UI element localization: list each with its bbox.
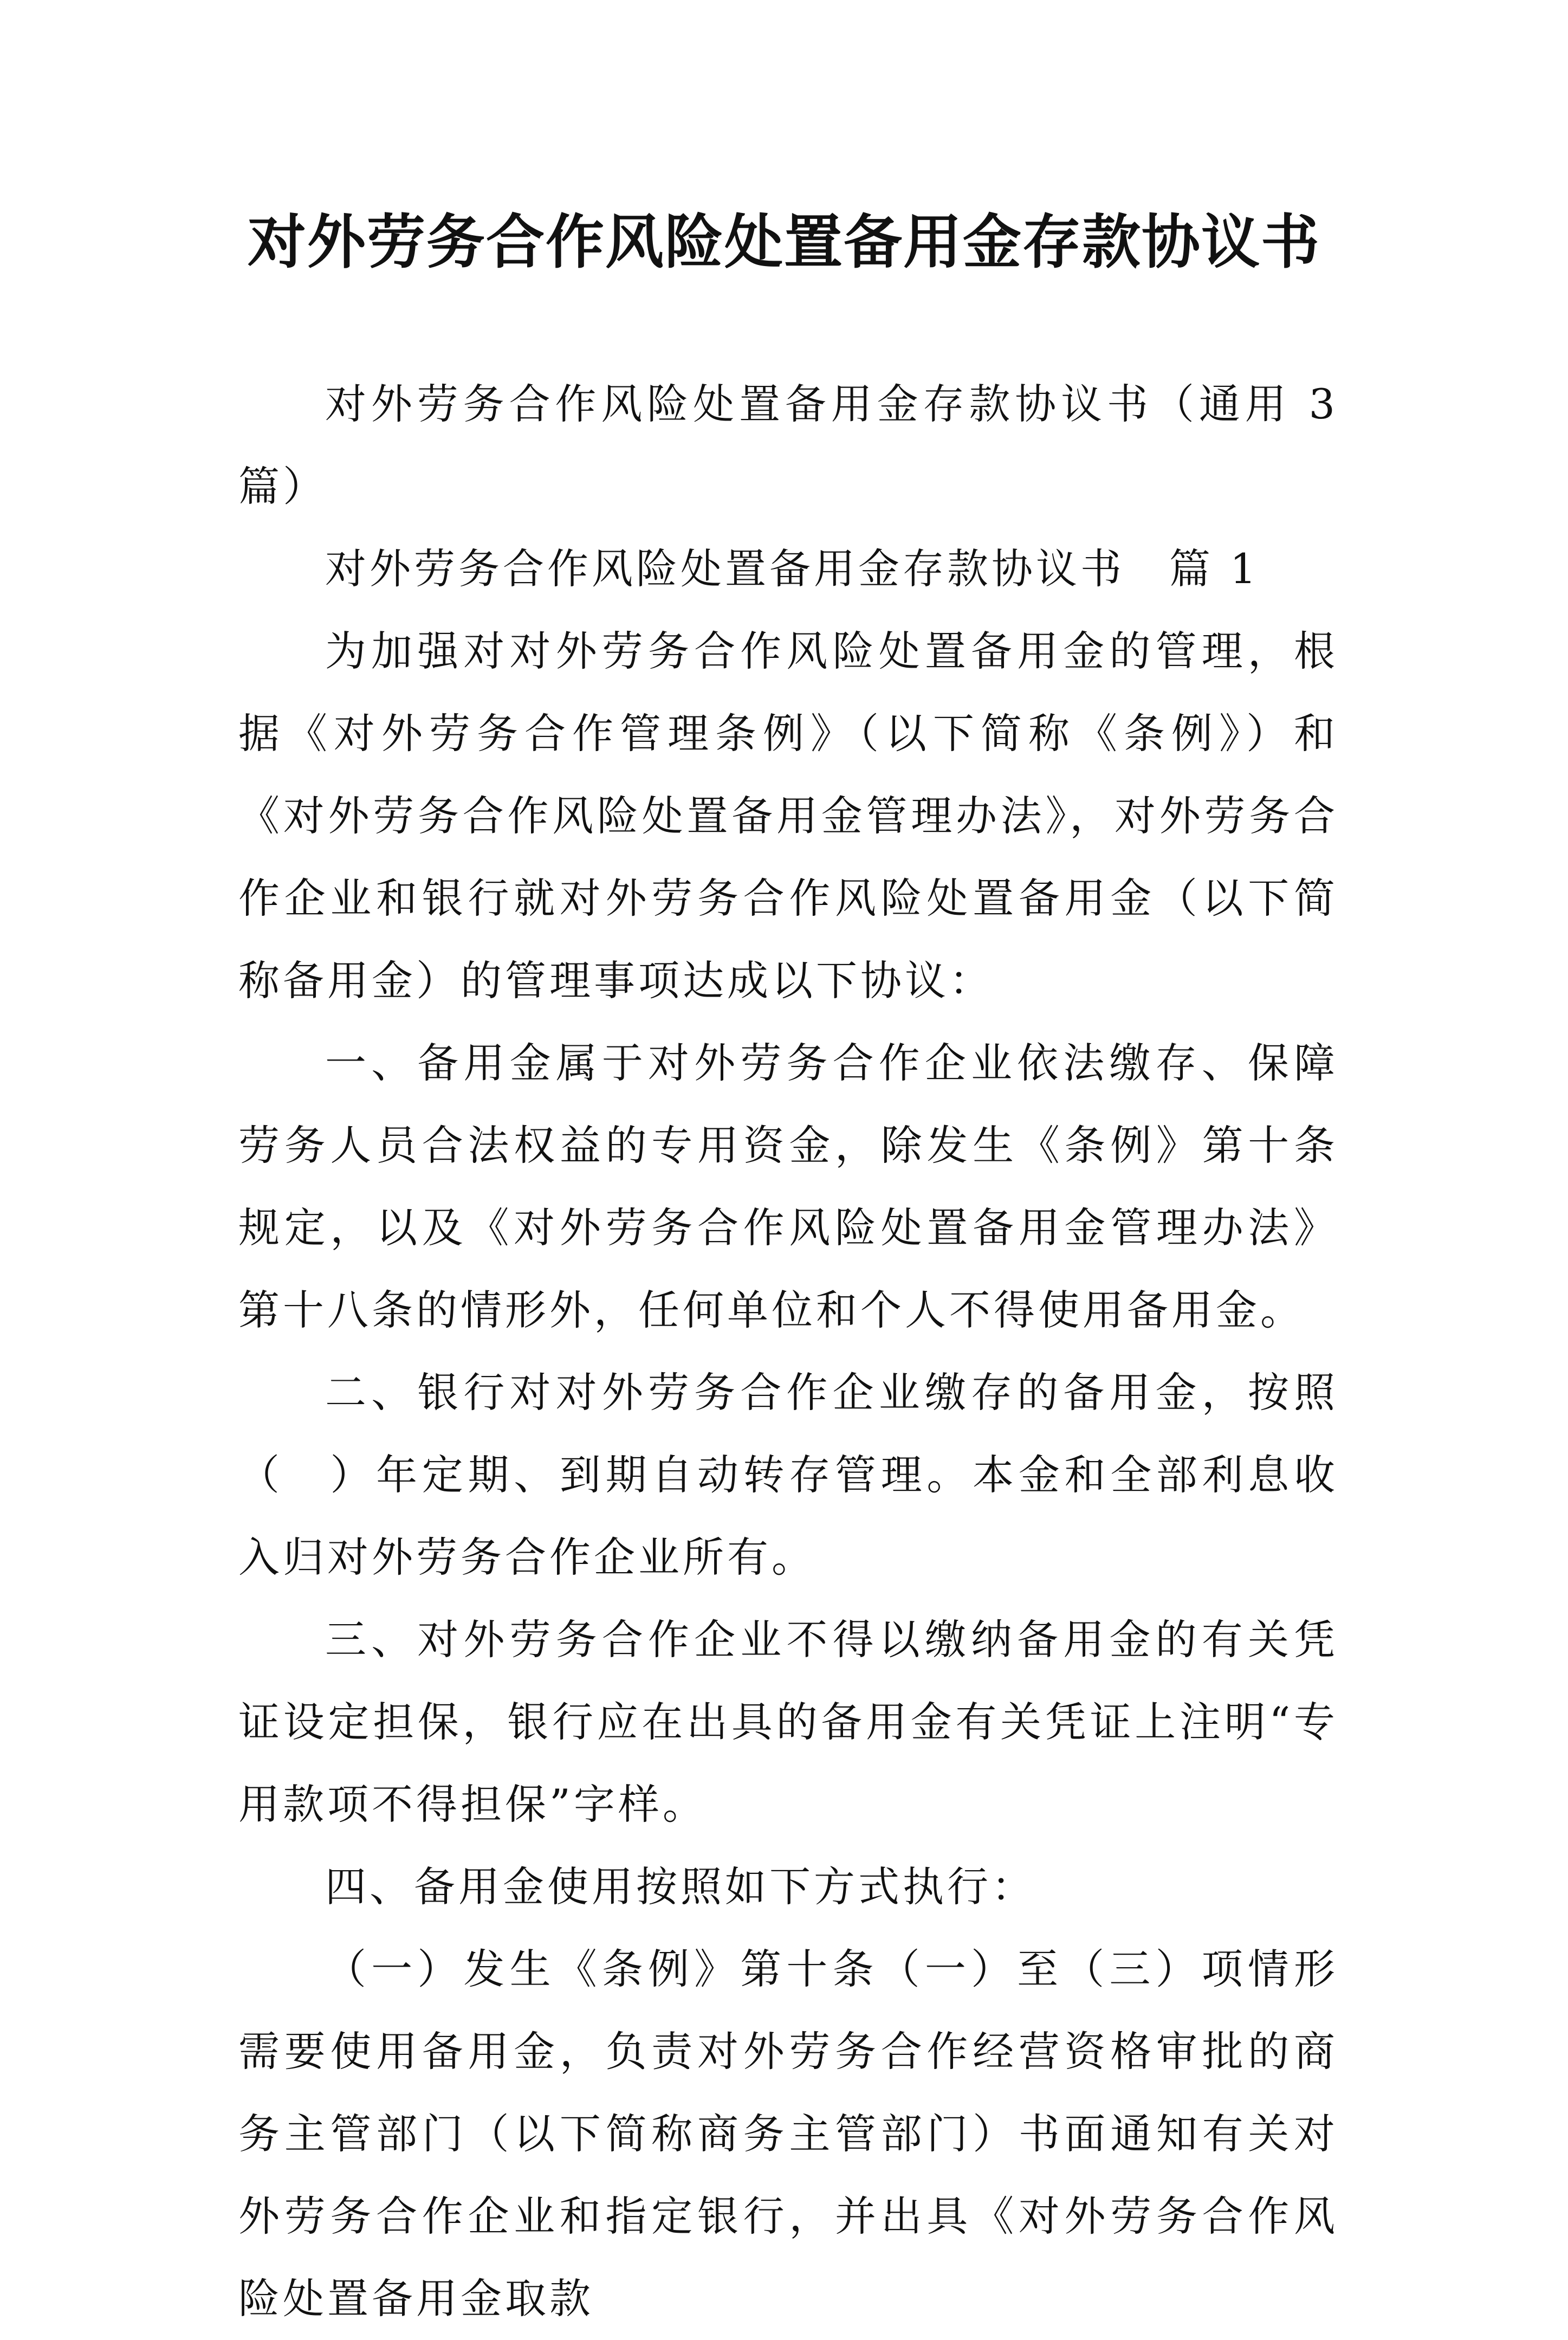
paragraph-clause-4-item-1: （一）发生《条例》第十条（一）至（三）项情形需要使用备用金，负责对外劳务合作经营资格审批的商务主管部门（以下简称商务主管部门）书面通知有关对外劳务合作企业和指定银行，并出具《对外劳务合作风险处置备用金取款 bbox=[238, 1945, 1338, 2323]
paragraph-clause-4: 四、备用金使用按照如下方式执行： bbox=[325, 1863, 1036, 1911]
paragraph-clause-2: 二、银行对对外劳务合作企业缴存的备用金，按照（ ）年定期、到期自动转存管理。本金和全部利息收入归对外劳务合作企业所有。 bbox=[238, 1368, 1338, 1581]
subtitle-part-1: 对外劳务合作风险处置备用金存款协议书 篇 1 bbox=[325, 545, 1260, 593]
document-title: 对外劳务合作风险处置备用金存款协议书 bbox=[247, 209, 1320, 276]
paragraph-clause-3: 三、对外劳务合作企业不得以缴纳备用金的有关凭证设定担保，银行应在出具的备用金有关凭证上注明“专用款项不得担保”字样。 bbox=[238, 1615, 1338, 1828]
paragraph-intro: 为加强对对外劳务合作风险处置备用金的管理，根据《对外劳务合作管理条例》（以下简称《条例》）和《对外劳务合作风险处置备用金管理办法》，对外劳务合作企业和银行就对外劳务合作风险处置备用金（以下简称备用金）的管理事项达成以下协议： bbox=[238, 627, 1338, 1005]
paragraph-clause-1: 一、备用金属于对外劳务合作企业依法缴存、保障劳务人员合法权益的专用资金，除发生《条例》第十条规定，以及《对外劳务合作风险处置备用金管理办法》第十八条的情形外，任何单位和个人不得使用备用金。 bbox=[238, 1039, 1338, 1334]
subtitle-collection: 对外劳务合作风险处置备用金存款协议书（通用 3 篇） bbox=[238, 380, 1338, 510]
document-body bbox=[238, 363, 1338, 2340]
